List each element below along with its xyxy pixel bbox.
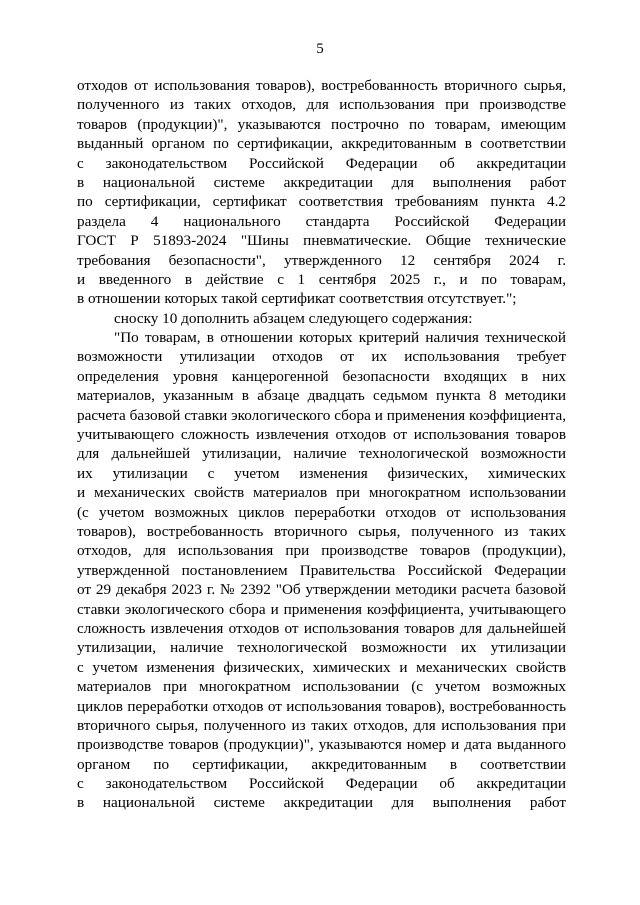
text-line: материалов при многократном использовании (с учетом возможных [77,678,566,696]
text-line: органом по сертификации, аккредитованным в соответствии [77,755,566,773]
text-line: в национальной системе аккредитации для выполнения работ [77,173,566,191]
text-line: определения уровня канцерогенной безопасности входящих в них [77,367,566,385]
text-line: учитывающего сложность извлечения отходов от использования товаров [77,426,566,444]
text-line: выданный органом по сертификации, аккредитованным в соответствии [77,135,566,153]
text-line: отходов от использования товаров), востребованность вторичного сырья, [77,77,566,94]
text-line: возможности утилизации отходов от их использования требует [77,348,566,366]
text-line: (с учетом возможных циклов переработки отходов от использования [77,503,566,521]
text-line: полученного из таких отходов, для использования при производстве [77,96,566,114]
text-line: и механических свойств материалов при многократном использовании [77,484,566,502]
text-line: ставки экологического сбора и применения коэффициента, учитывающего [77,600,566,618]
text-line: по сертификации, сертификат соответствия требованиям пункта 4.2 [77,193,566,211]
text-line: товаров), востребованность вторичного сырья, полученного из таких [77,522,566,540]
text-line: требования безопасности", утвержденного 12 сентября 2024 г. [77,251,566,269]
text-line: с законодательством Российской Федерации об аккредитации [77,154,566,172]
document-body [77,76,566,813]
text-line: с учетом изменения физических, химических и механических свойств [77,658,566,676]
text-line: раздела 4 национального стандарта Российской Федерации [77,212,566,230]
text-line: материалов, указанным в абзаце двадцать седьмом пункта 8 методики [77,387,566,405]
text-line: и введенного в действие с 1 сентября 2025 г., и по товарам, [77,270,566,288]
text-line: их утилизации с учетом изменения физических, химических [77,464,566,482]
text-line: ГОСТ Р 51893-2024 "Шины пневматические. Общие технические [77,232,566,250]
text-line: товаров (продукции)", указываются построчно по товарам, имеющим [77,115,566,133]
text-line: сноску 10 дополнить абзацем следующего содержания: [114,309,473,327]
text-line: расчета базовой ставки экологического сбора и применения коэффициента, [77,406,566,424]
text-line: отходов, для использования при производстве товаров (продукции), [77,542,566,560]
text-line: сложность извлечения отходов от использования товаров для дальнейшей [77,619,566,637]
text-line: с законодательством Российской Федерации об аккредитации [77,775,566,793]
text-line: вторичного сырья, полученного из таких отходов, для использования при [77,716,566,734]
text-line: утилизации, наличие технологической возможности их утилизации [77,639,566,657]
text-line: в национальной системе аккредитации для выполнения работ [77,794,566,812]
text-line: утвержденной постановлением Правительства Российской Федерации [77,561,566,579]
text-line: в отношении которых такой сертификат соответствия отсутствует."; [77,290,517,308]
text-line: для дальнейшей утилизации, наличие технологической возможности [77,445,566,463]
text-line: циклов переработки отходов от использования товаров), востребованность [77,697,566,715]
text-line: от 29 декабря 2023 г. № 2392 "Об утверждении методики расчета базовой [77,581,566,599]
page-number: 5 [316,41,324,57]
text-line: производстве товаров (продукции)", указываются номер и дата выданного [77,736,566,754]
text-line: "По товарам, в отношении которых критерий наличия технической [114,329,566,347]
